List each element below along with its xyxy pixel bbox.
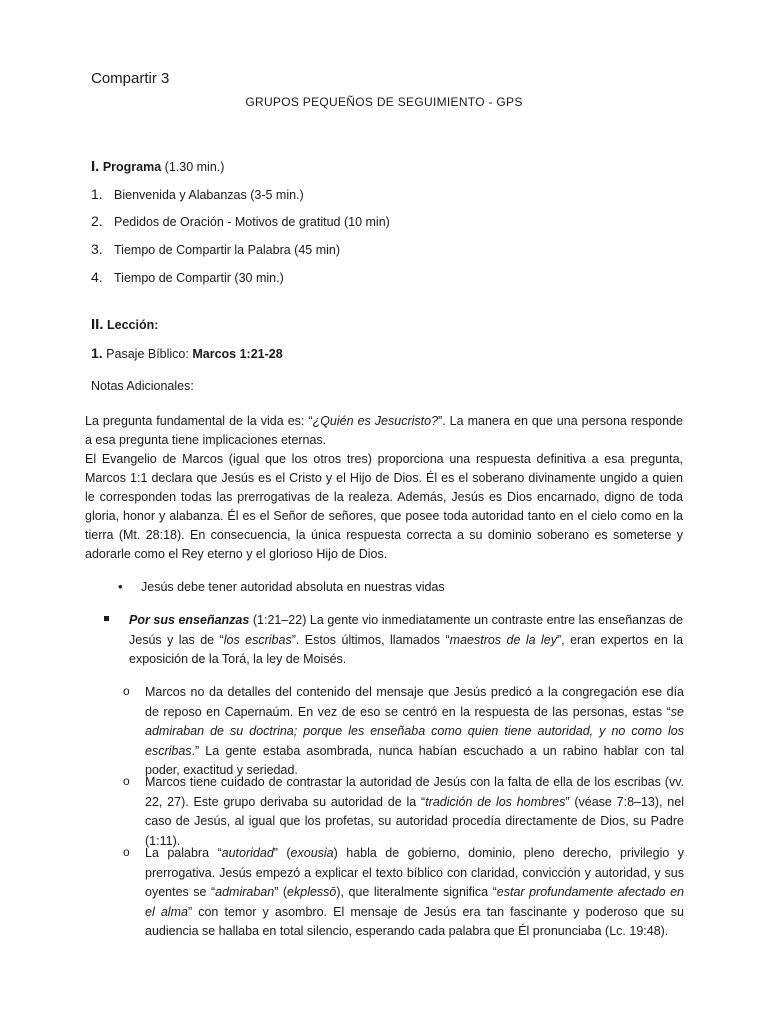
pasaje-number: 1.: [91, 345, 103, 361]
text-run: (1:21–22) La gente vio inmediatamente un contraste entre las enseñanzas de Jesús y las de “: [129, 613, 683, 647]
text-run: .” La gente estaba asombrada, nunca habían escuchado a un rabino hablar con tal poder, exactitud y seriedad.: [145, 743, 684, 777]
text-run: ” (véase 7:8–13), nel caso de Jesús, al igual que los profetas, su autoridad procedía directamente de Dios, su Padre (1:11).: [145, 794, 684, 848]
notas-adicionales-heading: Notas Adicionales:: [91, 379, 194, 393]
pasaje-reference: Marcos 1:21-28: [192, 347, 283, 361]
text-run: ) habla de gobierno, dominio, pleno derecho, privilegio y prerrogativa. Jesús empezó a explicar el texto bíblico con claridad, convicción y autoridad, y sus oyentes se “: [145, 846, 684, 899]
list-text: Pedidos de Oración - Motivos de gratitud (10 min): [114, 215, 390, 229]
emphasis: se admiraban de su doctrina; porque les enseñaba como quien tiene autoridad, y no como los escribas: [145, 704, 684, 758]
text-run: Marcos tiene cuidado de contrastar la autoridad de Jesús con la falta de ella de los escribas (vv. 22, 27). Este grupo derivaba su autoridad de la “: [145, 775, 684, 809]
text-run: ” (: [273, 846, 291, 860]
text-run: ”. La manera en que una persona responde a esa pregunta tiene implicaciones eternas.: [85, 414, 683, 447]
emphasis: tradición de los hombres: [425, 794, 566, 809]
emphasis: exousia: [290, 846, 334, 860]
text-run: ”. Estos últimos, llamados “: [291, 632, 450, 647]
bullet-symbol: •: [118, 579, 123, 594]
circle-bullet-icon: o: [123, 684, 130, 698]
emphasis: estar profundamente afectado en el alma: [145, 885, 685, 919]
emphasis: autoridad: [221, 846, 274, 860]
circle-bullet-item: [123, 844, 684, 944]
section-programa-heading: [91, 158, 224, 175]
square-bullet-icon: [104, 616, 109, 621]
section-leccion-heading: [91, 316, 158, 333]
document-title: GRUPOS PEQUEÑOS DE SEGUIMIENTO - GPS: [245, 95, 523, 109]
emphasis: ¿Quién es Jesucristo?: [312, 414, 439, 428]
text-run: Marcos no da detalles del contenido del mensaje que Jesús predicó a la congregación ese día de reposo en Capernaúm. En vez de eso se centró en la respuesta de las personas, estas “: [145, 685, 684, 719]
circle-bullet-icon: o: [123, 845, 130, 859]
document-header: Compartir 3: [91, 70, 170, 87]
emphasis: ekplessō: [287, 885, 337, 899]
circle-bullet-item: [123, 683, 684, 777]
section-numeral: II.: [91, 316, 104, 333]
list-number: 1.: [91, 186, 103, 202]
text-run: ” (: [274, 885, 288, 899]
text-run: ”, eran expertos en la exposición de la Torá, la ley de Moisés.: [129, 632, 684, 666]
list-text: Bienvenida y Alabanzas (3-5 min.): [114, 188, 304, 202]
intro-paragraphs: [85, 412, 683, 564]
emphasis: maestros de la ley: [449, 632, 558, 647]
bullet-text: Jesús debe tener autoridad absoluta en nuestras vidas: [141, 580, 445, 594]
circle-bullet-text: [145, 683, 684, 781]
circle-bullet-item: [123, 773, 684, 848]
pasaje-biblico: [91, 345, 283, 361]
emphasis: admiraban: [215, 885, 275, 899]
list-text: Tiempo de Compartir la Palabra (45 min): [114, 243, 341, 257]
circle-bullet-text: [145, 844, 684, 942]
sub-bullet-text: [129, 611, 683, 670]
text-run: La palabra “: [145, 846, 222, 860]
section-label: Lección:: [107, 318, 159, 332]
pasaje-label: Pasaje Bíblico:: [106, 347, 189, 361]
emphasis: los escribas: [223, 632, 292, 647]
list-text: Tiempo de Compartir (30 min.): [114, 271, 284, 285]
section-label: Programa: [102, 160, 162, 174]
text-run: La pregunta fundamental de la vida es: “: [85, 414, 313, 428]
circle-bullet-icon: o: [123, 774, 130, 788]
list-number: 3.: [91, 241, 103, 257]
bullet-item: [118, 580, 678, 600]
text-run: ” con temor y asombro. El mensaje de Jesús era tan fascinante y poderoso que su audiencia se hallaba en total silencio, esperando cada palabra que Él pronunciaba (Lc. 19:48).: [145, 904, 684, 938]
list-number: 4.: [91, 269, 103, 285]
section-numeral: I.: [91, 158, 100, 175]
intro-paragraph-1: [85, 412, 683, 450]
sub-bullet-item: [104, 611, 684, 673]
section-duration: (1.30 min.): [164, 160, 225, 174]
emphasis: Por sus enseñanzas: [129, 613, 250, 627]
circle-bullet-text: [145, 773, 684, 851]
list-number: 2.: [91, 213, 103, 229]
intro-paragraph-2: El Evangelio de Marcos (igual que los otros tres) proporciona una respuesta definitiva a esa pregunta, Marcos 1:1 declara que Jesús es el Cristo y el Hijo de Dios. Él es el soberano divinamente ungido a quien le corresponden todas las prerrogativas de la realeza. Además, Jesús es Dios encarnado, digno de toda gloria, honor y alabanza. Él es el Señor de señores, que posee toda autoridad tanto en el cielo como en la tierra (Mt. 28:18). En consecuencia, la única respuesta correcta a su dominio soberano es someterse y adorarle como el Rey eterno y el glorioso Hijo de Dios.: [85, 452, 683, 561]
text-run: ), que literalmente significa “: [336, 885, 497, 899]
